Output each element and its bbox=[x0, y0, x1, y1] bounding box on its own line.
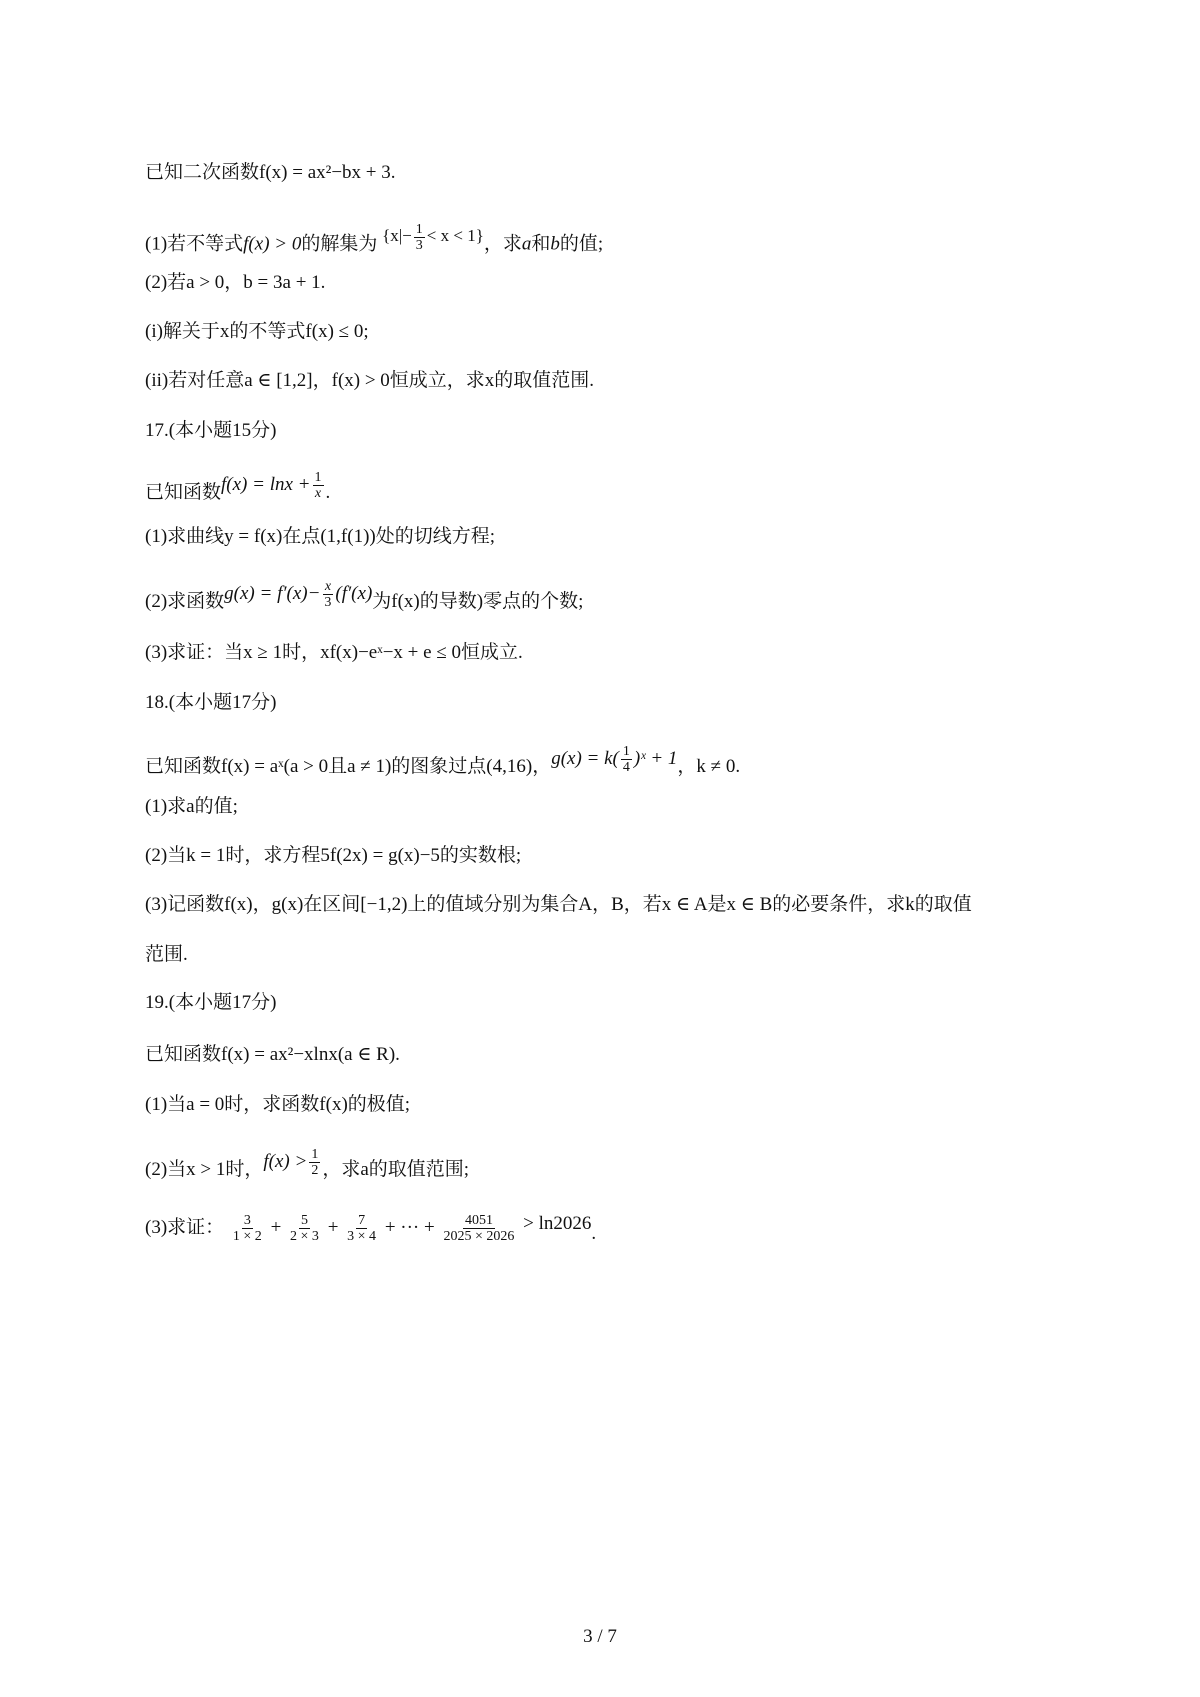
q17-part1 bbox=[145, 524, 495, 550]
q18-stem-d: ，k ≠ 0. bbox=[677, 755, 741, 777]
q17-heading bbox=[145, 418, 276, 444]
page-number: 3 / 7 bbox=[583, 1626, 617, 1647]
q16-p2-text: (2)若a > 0，b = 3a + 1. bbox=[145, 272, 326, 293]
q16-stem-text: 已知二次函数f(x) = ax²−bx + 3. bbox=[145, 162, 396, 183]
q18-p3-line1-text: (3)记函数f(x)，g(x)在区间[−1,2)上的值域分别为集合A，B，若x ∈ A是x ∈ B的必要条件，求k的取值 bbox=[145, 894, 972, 915]
q19-part2 bbox=[145, 1147, 470, 1186]
q19-stem bbox=[145, 1042, 400, 1068]
q16-p1-e: a bbox=[521, 233, 532, 255]
q17-p2-den: 3 bbox=[324, 595, 332, 610]
q17-stem bbox=[145, 470, 331, 509]
q19-t3-num: 7 bbox=[358, 1213, 366, 1228]
q16-p1-b: f(x) > 0 bbox=[243, 233, 302, 255]
q17-p3-text: (3)求证：当x ≥ 1时，xf(x)−eˣ−x + e ≤ 0恒成立. bbox=[145, 642, 523, 663]
q17-p2-b: g(x) = f′(x)− bbox=[224, 582, 321, 604]
q18-stem-b: g(x) = k( bbox=[551, 747, 619, 769]
q17-stem-c: . bbox=[325, 481, 331, 503]
q16-set-left: {x|− bbox=[382, 226, 412, 246]
q16-solution-set bbox=[382, 222, 484, 253]
q19-stem-text: 已知函数f(x) = ax²−xlnx(a ∈ R). bbox=[145, 1044, 400, 1065]
q19-p3-c: . bbox=[591, 1222, 597, 1244]
q16-part-ii bbox=[145, 368, 594, 394]
q19-part1 bbox=[145, 1092, 410, 1118]
q16-p1-h: 的值; bbox=[559, 233, 604, 255]
q16-set-num: 1 bbox=[415, 222, 423, 237]
q16-stem bbox=[145, 160, 396, 186]
q16-part1 bbox=[145, 222, 604, 261]
q18-part1 bbox=[145, 794, 238, 820]
q19-term-3 bbox=[345, 1213, 378, 1244]
q16-p1-g: b bbox=[550, 233, 560, 255]
q17-p1-text: (1)求曲线y = f(x)在点(1,f(1))处的切线方程; bbox=[145, 526, 496, 547]
q17-part3 bbox=[145, 640, 523, 666]
q19-term-last bbox=[441, 1213, 516, 1244]
q16-set-den: 3 bbox=[415, 238, 423, 253]
q17-p2-d: 为f(x)的导数)零点的个数; bbox=[372, 590, 584, 612]
q18-stem-a: 已知函数f(x) = aˣ(a > 0且a ≠ 1)的图象过点(4,16)， bbox=[145, 755, 552, 777]
q16-part2 bbox=[145, 270, 325, 296]
q19-p1-text: (1)当a = 0时，求函数f(x)的极值; bbox=[145, 1094, 411, 1115]
q17-p2-a: (2)求函数 bbox=[145, 590, 225, 612]
q19-p3-a: (3)求证： bbox=[145, 1216, 225, 1238]
q19-p2-c: ，求a的取值范围; bbox=[322, 1158, 470, 1180]
q19-t1-den: 1 × 2 bbox=[232, 1229, 262, 1244]
q18-part2 bbox=[145, 843, 521, 869]
q16-p1-f: 和 bbox=[531, 233, 551, 255]
q17-stem-b: f(x) = lnx + bbox=[221, 473, 311, 495]
q19-term-1 bbox=[231, 1213, 264, 1244]
q17-stem-den: x bbox=[314, 486, 322, 501]
q19-dots: + ··· + bbox=[384, 1216, 435, 1238]
q18-stem-fraction bbox=[621, 744, 632, 775]
q19-p2-num: 1 bbox=[311, 1147, 319, 1162]
q19-heading-text: 19.(本小题17分) bbox=[145, 992, 277, 1013]
q16-p1-d: ，求 bbox=[483, 233, 522, 255]
q19-t1-num: 3 bbox=[243, 1213, 251, 1228]
q19-p3-b: > ln2026 bbox=[523, 1212, 592, 1234]
q18-stem-num: 1 bbox=[622, 744, 630, 759]
q16-set-right: < x < 1} bbox=[426, 226, 484, 246]
q19-t2-den: 2 × 3 bbox=[290, 1229, 319, 1244]
q19-t3-den: 3 × 4 bbox=[347, 1229, 377, 1244]
q19-p2-b: f(x) > bbox=[263, 1150, 308, 1172]
q17-heading-text: 17.(本小题15分) bbox=[145, 420, 277, 441]
q17-part2 bbox=[145, 579, 584, 618]
q19-p2-a: (2)当x > 1时， bbox=[145, 1158, 264, 1180]
q19-part3: (3)求证： $\frac{3}{1 \times 2}$ + $\frac{5}{2 \times 3}$ + $\frac{7}{3 \times 4}$ + ··· + $\frac{4051}{2025 \times 2026}$ > ln2026. bbox=[145, 1212, 597, 1244]
q19-p2-fraction bbox=[309, 1147, 320, 1178]
q16-part-i bbox=[145, 319, 369, 345]
q17-stem-a: 已知函数 bbox=[145, 481, 222, 503]
q19-p2-den: 2 bbox=[311, 1163, 319, 1178]
q16-set-fraction bbox=[414, 222, 425, 253]
q18-stem bbox=[145, 744, 741, 783]
q17-stem-fraction bbox=[313, 470, 324, 501]
q17-stem-num: 1 bbox=[314, 470, 322, 485]
q18-part3-line1 bbox=[145, 892, 972, 918]
q18-heading-text: 18.(本小题17分) bbox=[145, 692, 277, 713]
q16-pii-text: (ii)若对任意a ∈ [1,2]，f(x) > 0恒成立，求x的取值范围. bbox=[145, 370, 595, 391]
q18-stem-den: 4 bbox=[622, 760, 630, 775]
q19-t4-den: 2025 × 2026 bbox=[443, 1229, 515, 1244]
q19-t2-num: 5 bbox=[300, 1213, 308, 1228]
q18-part3-line2 bbox=[145, 942, 188, 968]
q19-term-2 bbox=[288, 1213, 321, 1244]
q16-p1-c: 的解集为 bbox=[301, 233, 378, 255]
q16-p1-a: (1)若不等式 bbox=[145, 233, 244, 255]
q18-p3-line2-text: 范围. bbox=[145, 944, 188, 965]
q18-p2-text: (2)当k = 1时，求方程5f(2x) = g(x)−5的实数根; bbox=[145, 845, 522, 866]
q18-stem-c: )ˣ + 1 bbox=[633, 747, 678, 769]
q19-t4-num: 4051 bbox=[464, 1213, 493, 1228]
q18-heading bbox=[145, 690, 276, 716]
q17-p2-fraction bbox=[322, 579, 333, 610]
q16-pi-text: (i)解关于x的不等式f(x) ≤ 0; bbox=[145, 321, 369, 342]
q19-heading bbox=[145, 990, 276, 1016]
q17-p2-c: (f′(x) bbox=[335, 582, 373, 604]
q18-p1-text: (1)求a的值; bbox=[145, 796, 238, 817]
q17-p2-num: x bbox=[324, 579, 332, 594]
